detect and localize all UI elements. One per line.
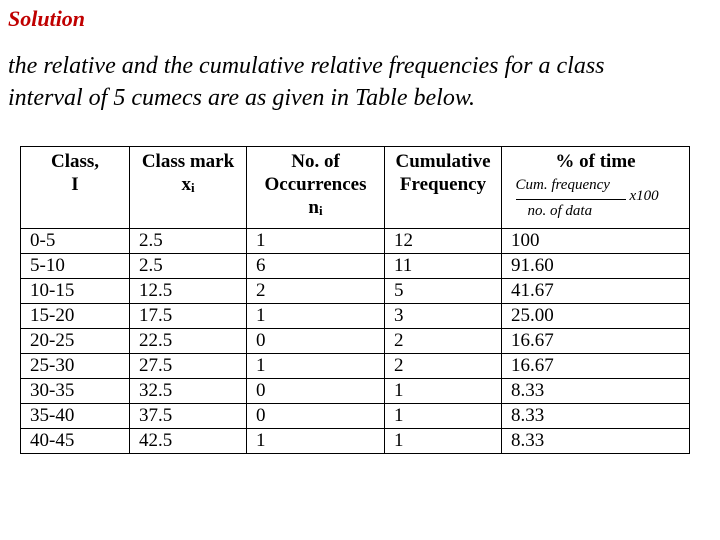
percent-cell: 25.00 xyxy=(502,304,690,329)
class-cell: 25-30 xyxy=(21,354,130,379)
occurrences-cell: 1 xyxy=(247,354,385,379)
intro-paragraph xyxy=(8,50,720,114)
class-cell: 40-45 xyxy=(21,429,130,454)
percent-cell: 16.67 xyxy=(502,329,690,354)
intro-line-2: interval of 5 cumecs are as given in Table below. xyxy=(8,85,476,111)
class-cell: 20-25 xyxy=(21,329,130,354)
occurrences-cell: 0 xyxy=(247,404,385,429)
percent-cell: 100 xyxy=(502,229,690,254)
header-class-mark: Class mark xi xyxy=(130,147,247,229)
cumulative-cell: 12 xyxy=(385,229,502,254)
class-cell: 15-20 xyxy=(21,304,130,329)
class-cell: 0-5 xyxy=(21,229,130,254)
class-mark-cell: 2.5 xyxy=(130,254,247,279)
frequency-table xyxy=(20,146,690,454)
class-mark-cell: 42.5 xyxy=(130,429,247,454)
class-mark-cell: 37.5 xyxy=(130,404,247,429)
cumulative-cell: 5 xyxy=(385,279,502,304)
class-mark-cell: 27.5 xyxy=(130,354,247,379)
occurrences-cell: 1 xyxy=(247,304,385,329)
header-cumulative-frequency: Cumulative Frequency xyxy=(385,147,502,229)
class-mark-cell: 12.5 xyxy=(130,279,247,304)
class-cell: 35-40 xyxy=(21,404,130,429)
percent-cell: 8.33 xyxy=(502,404,690,429)
cumulative-cell: 1 xyxy=(385,404,502,429)
table-row xyxy=(21,379,690,404)
table-body xyxy=(21,229,690,454)
header-percent-of-time: % of time Cum. frequency x100 no. of data xyxy=(502,147,690,229)
header-class: Class, I xyxy=(21,147,130,229)
percent-cell: 91.60 xyxy=(502,254,690,279)
table-row xyxy=(21,429,690,454)
class-mark-cell: 2.5 xyxy=(130,229,247,254)
solution-heading: Solution xyxy=(8,6,86,31)
percent-cell: 8.33 xyxy=(502,379,690,404)
class-mark-cell: 17.5 xyxy=(130,304,247,329)
table-row xyxy=(21,354,690,379)
percent-cell: 41.67 xyxy=(502,279,690,304)
occurrences-cell: 1 xyxy=(247,229,385,254)
class-cell: 10-15 xyxy=(21,279,130,304)
cumulative-cell: 1 xyxy=(385,379,502,404)
intro-line-1: the relative and the cumulative relative frequencies for a class xyxy=(8,53,605,79)
table-row xyxy=(21,254,690,279)
class-cell: 30-35 xyxy=(21,379,130,404)
percent-formula: Cum. frequency x100 no. of data xyxy=(515,177,659,219)
occurrences-cell: 0 xyxy=(247,379,385,404)
class-cell: 5-10 xyxy=(21,254,130,279)
percent-cell: 8.33 xyxy=(502,429,690,454)
occurrences-cell: 1 xyxy=(247,429,385,454)
cumulative-cell: 1 xyxy=(385,429,502,454)
table-row xyxy=(21,279,690,304)
table-row xyxy=(21,304,690,329)
table-row xyxy=(21,404,690,429)
occurrences-cell: 2 xyxy=(247,279,385,304)
table-row xyxy=(21,229,690,254)
class-mark-cell: 32.5 xyxy=(130,379,247,404)
header-occurrences: No. of Occurrences ni xyxy=(247,147,385,229)
class-mark-cell: 22.5 xyxy=(130,329,247,354)
occurrences-cell: 6 xyxy=(247,254,385,279)
table-header-row xyxy=(21,147,690,229)
occurrences-cell: 0 xyxy=(247,329,385,354)
percent-cell: 16.67 xyxy=(502,354,690,379)
cumulative-cell: 3 xyxy=(385,304,502,329)
cumulative-cell: 2 xyxy=(385,329,502,354)
cumulative-cell: 11 xyxy=(385,254,502,279)
table-row xyxy=(21,329,690,354)
cumulative-cell: 2 xyxy=(385,354,502,379)
